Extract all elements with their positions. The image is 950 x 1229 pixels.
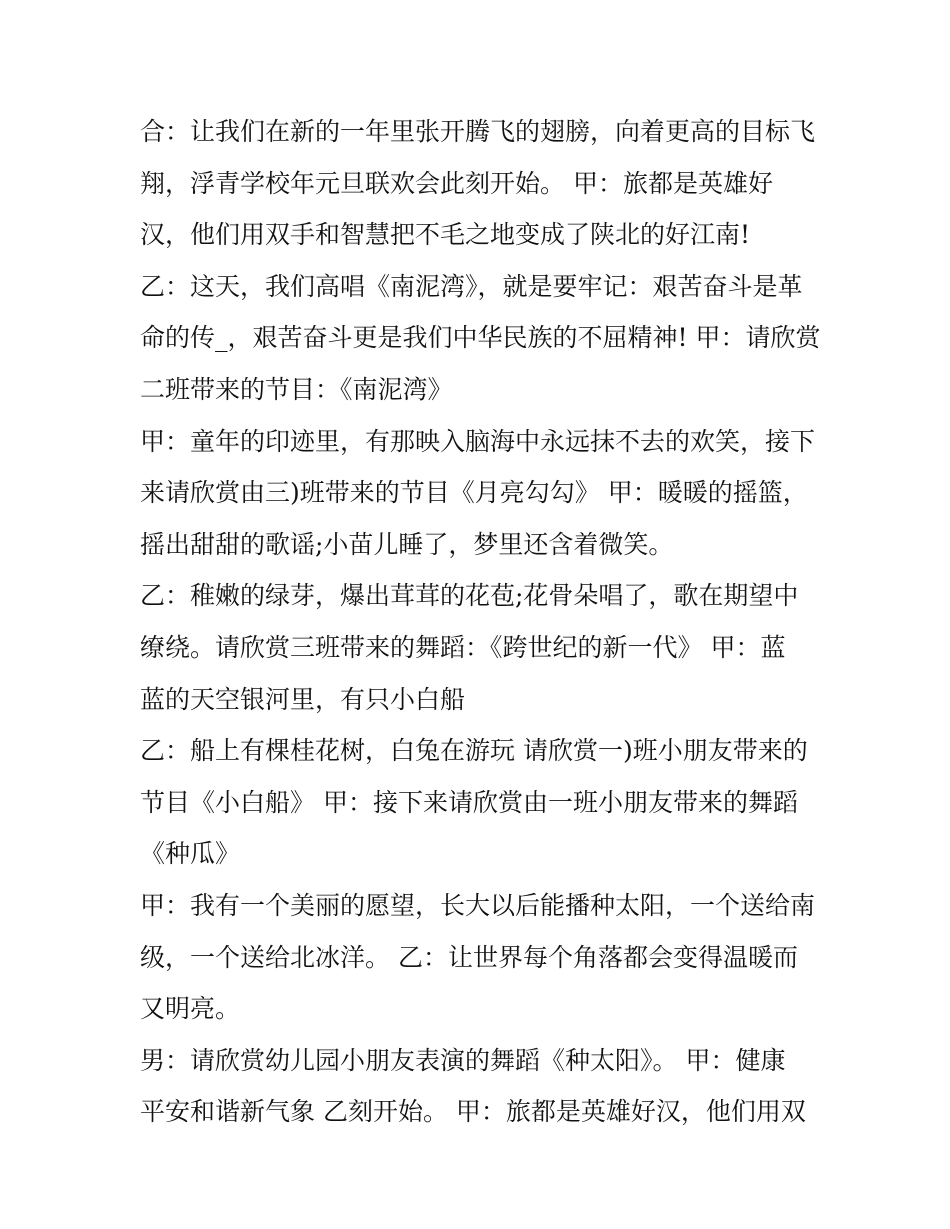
text-line: 《种瓜》 bbox=[140, 839, 241, 869]
text-line: 乙：这天，我们高唱《南泥湾》，就是要牢记：艰苦奋斗是革 bbox=[140, 271, 803, 301]
text-line: 摇出甜甜的歌谣;小苗儿睡了，梦里还含着微笑。 bbox=[140, 529, 674, 559]
text-line: 合：让我们在新的一年里张开腾飞的翅膀，向着更高的目标飞 bbox=[140, 117, 816, 146]
text-line: 乙：船上有棵桂花树，白兔在游玩 请欣赏一)班小朋友带来的 bbox=[140, 736, 808, 766]
text-line: 平安和谐新气象 乙刻开始。 甲：旅都是英雄好汉，他们用双 bbox=[140, 1097, 806, 1127]
text-line: 节目《小白船》 甲：接下来请欣赏由一班小朋友带来的舞蹈 bbox=[140, 787, 798, 817]
text-line: 汉，他们用双手和智慧把不毛之地变成了陕北的好江南! bbox=[140, 220, 751, 250]
document-body bbox=[140, 106, 820, 1138]
text-line: 甲：我有一个美丽的愿望，长大以后能播种太阳，一个送给南 bbox=[140, 890, 816, 920]
text-line: 翔，浮青学校年元旦联欢会此刻开始。 甲：旅都是英雄好 bbox=[140, 168, 773, 198]
text-line: 甲：童年的印迹里，有那映入脑海中永远抹不去的欢笑，接下 bbox=[140, 426, 816, 456]
text-line: 级，一个送给北冰洋。 乙：让世界每个角落都会变得温暖而 bbox=[140, 942, 798, 972]
text-line: 来请欣赏由三)班带来的节目《月亮勾勾》 甲：暖暖的摇篮， bbox=[140, 478, 808, 508]
text-line: 缭绕。请欣赏三班带来的舞蹈：《跨世纪的新一代》 甲：蓝 bbox=[140, 632, 786, 662]
text-line: 乙：稚嫩的绿芽，爆出茸茸的花苞;花骨朵唱了，歌在期望中 bbox=[140, 581, 799, 611]
text-line: 蓝的天空银河里，有只小白船 bbox=[140, 684, 466, 714]
text-line: 二班带来的节目：《南泥湾》 bbox=[140, 374, 453, 404]
text-line: 又明亮。 bbox=[140, 994, 241, 1024]
text-line: 命的传_，艰苦奋斗更是我们中华民族的不屈精神! 甲：请欣赏 bbox=[140, 323, 820, 353]
text-line: 男：请欣赏幼儿园小朋友表演的舞蹈《种太阳》。 甲：健康 bbox=[140, 1045, 786, 1075]
